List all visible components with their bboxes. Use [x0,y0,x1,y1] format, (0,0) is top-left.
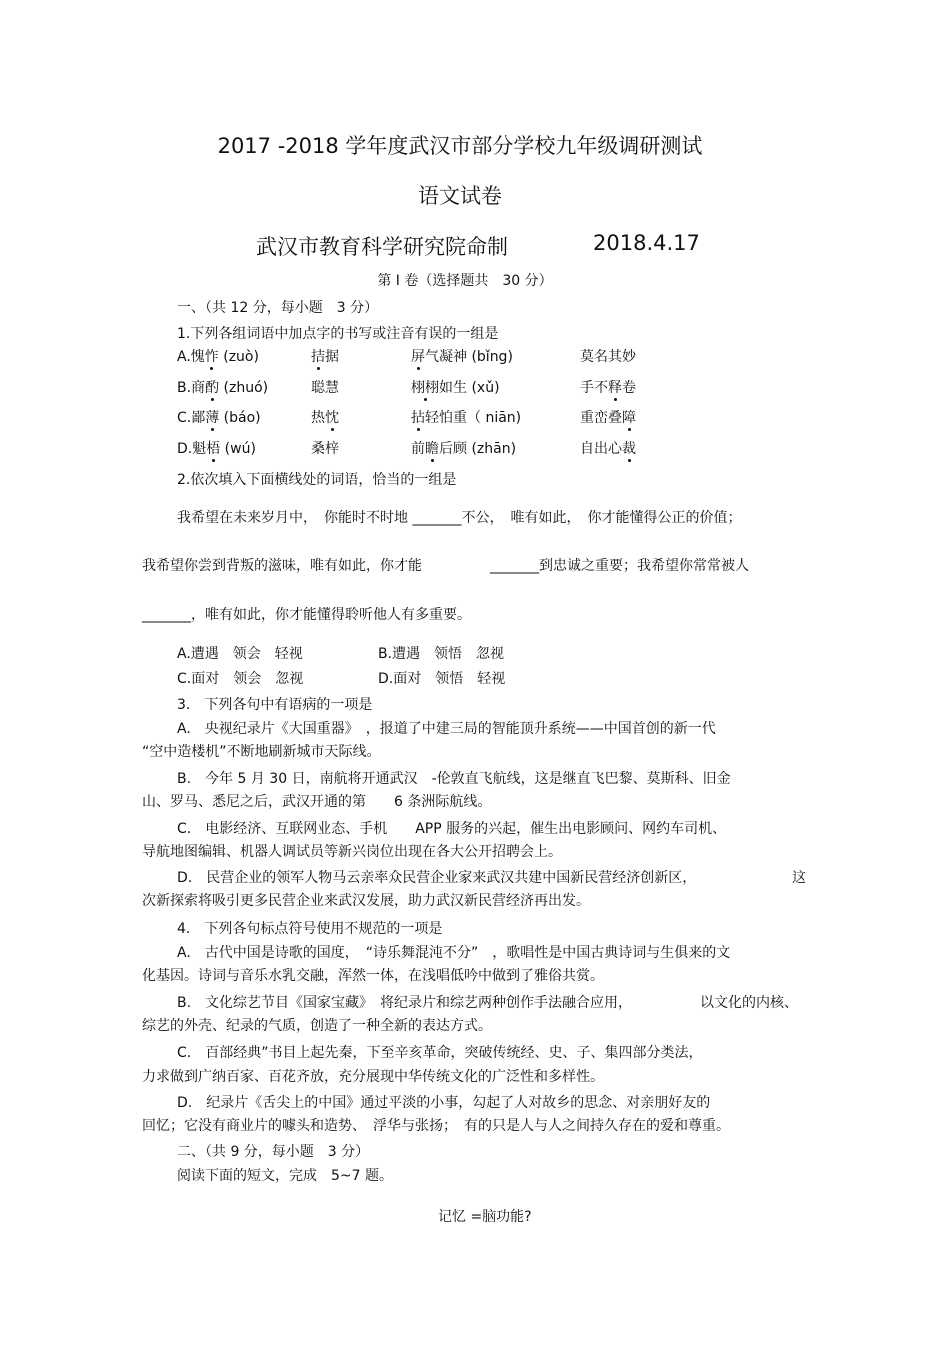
q4-option-d-line2: 回忆；它没有商业片的噱头和造势、 浮华与张扬； 有的只是人与人之间持久存在的爱和尊重。 [142,1118,730,1134]
q4-option-b-line2: 综艺的外壳、纪录的气质，创造了一种全新的表达方式。 [142,1018,492,1034]
q1-c-word3: 拈轻怕重（ niān) [411,410,522,426]
q3-option-b-line2: 山、罗马、悉尼之后，武汉开通的第 6 条洲际航线。 [142,794,492,810]
q1-d-word3: 前瞻后顾 (zhān) [411,441,517,457]
q1-b-word3: 栩栩如生 (xǔ) [411,380,500,396]
q1-a-word2: 拮据 [311,349,339,365]
q2-line2a: 我希望你尝到背叛的滋味，唯有如此，你才能 [142,558,422,574]
q4-stem: 4. 下列各句标点符号使用不规范的一项是 [177,921,443,937]
q2-line3: _______，唯有如此，你才能懂得聆听他人有多重要。 [142,607,471,623]
volume-title: 第 I 卷（选择题共 30 分） [377,273,553,289]
exam-subtitle: 语文试卷 [418,184,502,208]
issue-date: 2018.4.17 [593,231,700,255]
exam-title: 2017 -2018 学年度武汉市部分学校九年级调研测试 [217,134,703,158]
q4-option-c-line2: 力求做到广纳百家、百花齐放，充分展现中华传统文化的广泛性和多样性。 [142,1069,604,1085]
q1-a-word1: A.愧怍 (zuò) [177,349,259,365]
q1-d-word2: 桑梓 [311,441,339,457]
q3-option-c-line1: C. 电影经济、互联网业态、手机 APP 服务的兴起，催生出电影顾问、网约车司机、 [177,821,727,837]
q2-option-a: A.遭遇 领会 轻视 [177,646,303,662]
article-title: 记忆 =脑功能? [438,1209,532,1225]
q3-option-d-line1: D. 民营企业的领军人物马云亲率众民营企业家来武汉共建中国新民营经济创新区， [177,870,697,886]
q1-d-word1: D.魁梧 (wú) [177,441,256,457]
q3-option-c-line2: 导航地图编辑、机器人调试员等新兴岗位出现在各大公开招聘会上。 [142,844,562,860]
part2-instruction: 阅读下面的短文，完成 5~7 题。 [177,1168,393,1184]
q1-a-word4: 莫名其妙 [580,349,636,365]
part1-title: 一、（共 12 分，每小题 3 分） [177,300,379,316]
q4-option-b-line1-end: 以文化的内核、 [700,995,798,1011]
q4-option-d-line1: D. 纪录片《舌尖上的中国》通过平淡的小事，勾起了人对故乡的思念、对亲朋好友的 [177,1095,711,1111]
q1-b-word2: 聪慧 [311,380,339,396]
q4-option-a-line1: A. 古代中国是诗歌的国度， “诗乐舞混沌不分” ，歌唱性是中国古典诗词与生俱来的文 [177,945,731,961]
q3-option-d-line2: 次新探索将吸引更多民营企业来武汉发展，助力武汉新民营经济再出发。 [142,893,590,909]
issuer: 武汉市教育科学研究院命制 [256,235,508,259]
q1-d-word4: 自出心裁 [580,441,636,457]
q2-option-b: B.遭遇 领悟 忽视 [378,646,505,662]
q1-b-word1: B.商酌 (zhuó) [177,380,269,396]
q2-stem: 2.依次填入下面横线处的词语，恰当的一组是 [177,472,457,488]
q1-stem: 1.下列各组词语中加点字的书写或注音有误的一组是 [177,326,499,342]
q2-line2b: _______到忠诚之重要；我希望你常常被人 [490,558,749,574]
q3-stem: 3. 下列各句中有语病的一项是 [177,697,373,713]
q3-option-a-line1: A. 央视纪录片《大国重器》 ，报道了中建三局的智能顶升系统——中国首创的新一代 [177,721,716,737]
q1-a-word3: 屏气凝神 (bǐng) [411,349,513,365]
q1-c-word2: 热忱 [311,410,339,426]
q1-c-word1: C.鄙薄 (báo) [177,410,261,426]
q3-option-d-line1-end: 这 [792,870,806,886]
q2-line1: 我希望在未来岁月中， 你能时不时地 _______不公， 唯有如此， 你才能懂得公正的价值； [177,510,742,526]
q1-c-word4: 重峦叠障 [580,410,636,426]
q2-option-d: D.面对 领悟 轻视 [378,671,506,687]
q3-option-b-line1: B. 今年 5 月 30 日，南航将开通武汉 -伦敦直飞航线，这是继直飞巴黎、莫斯科、旧金 [177,771,731,787]
q4-option-c-line1: C. 百部经典”书目上起先秦，下至辛亥革命，突破传统经、史、子、集四部分类法， [177,1045,703,1061]
q4-option-a-line2: 化基因。诗词与音乐水乳交融，浑然一体，在浅唱低吟中做到了雅俗共赏。 [142,968,604,984]
q4-option-b-line1: B. 文化综艺节目《国家宝藏》 将纪录片和综艺两种创作手法融合应用， [177,995,633,1011]
q1-b-word4: 手不释卷 [580,380,636,396]
q3-option-a-line2: “空中造楼机”不断地刷新城市天际线。 [142,744,381,760]
q2-option-c: C.面对 领会 忽视 [177,671,304,687]
part2-title: 二、（共 9 分，每小题 3 分） [177,1144,370,1160]
